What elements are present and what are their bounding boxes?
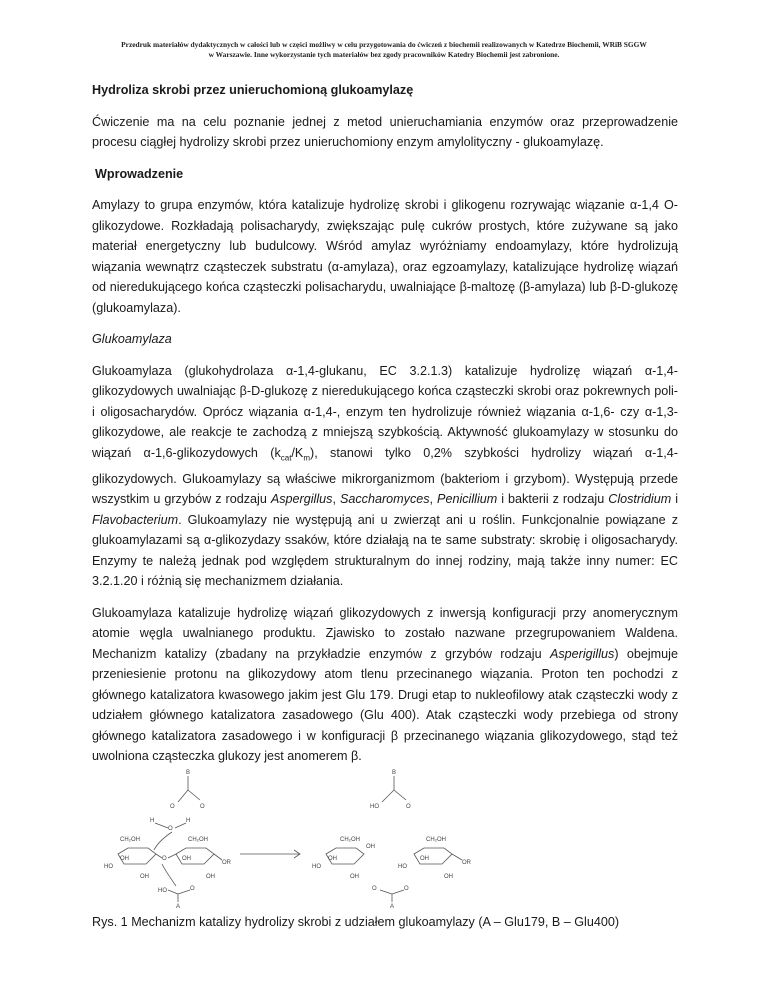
bond [382,790,394,802]
bond [168,854,176,858]
bond [178,890,190,894]
label-oh: OH [350,874,359,880]
header-line-1: Przedruk materiałów dydaktycznych w całości lub w części możliwy w celu przygotowania do ćwiczeń z biochemii realizowanych w Katedrze Biochemii, WRiB SGGW [121,40,647,49]
bond [452,854,462,860]
label-o-water: O [168,826,173,832]
text-run: Glukoamylaza katalizuje hydrolizę wiązań glikozydowych z inwersją konfiguracji przy anomerycznym atomie węgla uwalnianego produktu. Zjawisko to zostało nazwane przegrupowaniem Waldena. Mechanizm katalizy (zbadany na przykładzie enzymów z grzybów rodzaju [92,605,678,661]
label-ch2oh: CH₂OH [340,837,360,843]
text-run: i [671,492,678,507]
bond [392,890,404,894]
label-h: H [186,818,191,824]
label-b-left: B [186,770,191,776]
label-oh: OH [182,856,191,862]
label-ho: HO [158,888,167,894]
document-title: Hydroliza skrobi przez unieruchomioną glukoamylazę [92,83,414,97]
label-ch2oh: CH₂OH [188,837,208,843]
bond [178,790,188,802]
document-body [92,80,678,778]
label-ho: HO [312,864,321,870]
text-run: Glukoamylaza (glukohydrolaza α-1,4-glukanu, EC 3.2.1.3) katalizuje hydrolizę wiązań α-1,4-glikozydowych uwalniając β-D-glukozę z nieredukującego końca cząsteczki skrobi oraz pokrewnych poli- i oligosacharydów. Oprócz wiązania α-1,4-, enzym ten hydrolizuje również wiązania α-1,6- czy α-1,3-glikozydowe, ale reakcje te zachodzą z mniejszą szybkością. Aktywność glukoamylazy w stosunku do wiązań α-1,6-glikozydowych (k [92,363,678,460]
reaction-scheme [100,768,500,908]
label-oh: OH [328,856,337,862]
electron-arrow [154,832,172,850]
mechanism-paragraph [92,603,678,767]
text-run: ) obejmuje przeniesienie protonu na glikozydowy atom tlenu przecinanego wiązania. Proton ten pochodzi z głównego katalizatora kwasowego jakim jest Glu 179. Drugi etap to nukleofilowy atak cząsteczki wody z udziałem głównego katalizatora zasadowego (Glu 400). Atak cząsteczki wody przebiega od strony głównego katalizatora zasadowego i w konfiguracji β przecinanego wiązania glikozydowego, stąd też uwolniona cząsteczka glukozy jest anomerem β. [92,646,678,764]
label-ch2oh: CH₂OH [426,837,446,843]
text-run: , [332,492,340,507]
label-oh: OH [444,874,453,880]
label-oh: OH [206,874,215,880]
bond [155,823,168,828]
genus-name: Flavobacterium [92,512,179,527]
bond [168,890,178,894]
copyright-header [70,40,698,60]
label-ho: HO [370,804,379,810]
label-or: OR [222,860,231,866]
section-heading: Wprowadzenie [95,166,184,181]
text-run: ), stanowi tylko 0,2% szybkości hydrolizy wiązań α-1,4-glikozydowych. Glukoamylazy są właściwe mikrorganizmom (bakteriom i grzybom). Występują przede wszystkim u grzybów z rodzaju [92,445,679,507]
genus-name: Aspergillus [270,492,333,507]
label-o-minus: O [372,886,377,892]
genus-name: Penicillium [437,492,498,507]
bond [394,790,406,800]
label-ho: HO [398,864,407,870]
text-run: /K [291,445,304,460]
mechanism-figure [100,768,500,908]
label-oh: OH [420,856,429,862]
text-run: . Glukoamylazy nie występują ani u zwierząt ani u roślin. Funkcjonalnie powiązane z glukoamylazami są α-glikozydazy ssaków, które działają na te same substraty: skrobię i oligosacharydy. Enzymy te należą jednak pod względem strukturalnym do innej rodziny, mają także inny numer: EC 3.2.1.20 i różnią się mechanizmem działania. [92,512,678,589]
label-a-left: A [176,904,181,908]
subscript-m: m [303,453,310,463]
bond [214,854,222,860]
glucoamylase-paragraph [92,361,678,592]
text-run: , [429,492,438,507]
label-ch2oh: CH₂OH [120,837,140,843]
label-oh: OH [140,874,149,880]
label-o: O [404,886,409,892]
bond [380,890,392,894]
header-line-2: w Warszawie. Inne wykorzystanie tych materiałów bez zgody pracowników Katedry Biochemii jest zabronione. [208,50,560,59]
label-o-minus: O [170,804,175,810]
label-ho: HO [104,864,113,870]
amylases-paragraph: Amylazy to grupa enzymów, która katalizuje hydrolizę skrobi i glikogenu rozrywając wiązanie α-1,4 O-glikozydowe. Rozkładają polisacharydy, zwiększając pulę cukrów prostych, które zużywane są jako materiał energetyczny lub budulcowy. Wśród amylaz wyróżniamy endoamylazy, które hydrolizują wiązania wewnątrz cząsteczek substratu (α-amylaza), oraz egzoamylazy, katalizujące hydrolizę wiązań od nieredukującego końca cząsteczki polisacharydu, uwalniające β-maltozę (β-amylaza) lub β-D-glukozę (glukoamylaza). [92,198,678,315]
electron-arrow [162,864,176,886]
genus-name: Asperigillus [549,646,615,661]
label-h: H [150,818,155,824]
label-o: O [200,804,205,810]
intro-paragraph: Ćwiczenie ma na celu poznanie jednej z metod unieruchamiania enzymów oraz przeprowadzenie procesu ciągłej hydrolizy skrobi przez unieruchomiony enzym amylolityczny - glukoamylazę. [92,114,678,149]
label-or: OR [462,860,471,866]
bond [175,823,186,828]
genus-name: Clostridium [608,492,672,507]
bond [188,790,200,800]
label-oh: OH [120,856,129,862]
label-o-glycosidic: O [162,856,167,862]
label-b-right: B [392,770,397,776]
subheading-glucoamylase: Glukoamylaza [92,332,172,346]
label-oh: OH [366,844,375,850]
label-o: O [406,804,411,810]
label-o: O [190,886,195,892]
genus-name: Saccharomyces [339,492,430,507]
label-a-right: A [390,904,395,908]
text-run: i bakterii z rodzaju [497,492,609,507]
figure-caption: Rys. 1 Mechanizm katalizy hydrolizy skrobi z udziałem glukoamylazy (A – Glu179, B – Glu400) [92,915,620,929]
subscript-cat: cat [280,453,292,463]
